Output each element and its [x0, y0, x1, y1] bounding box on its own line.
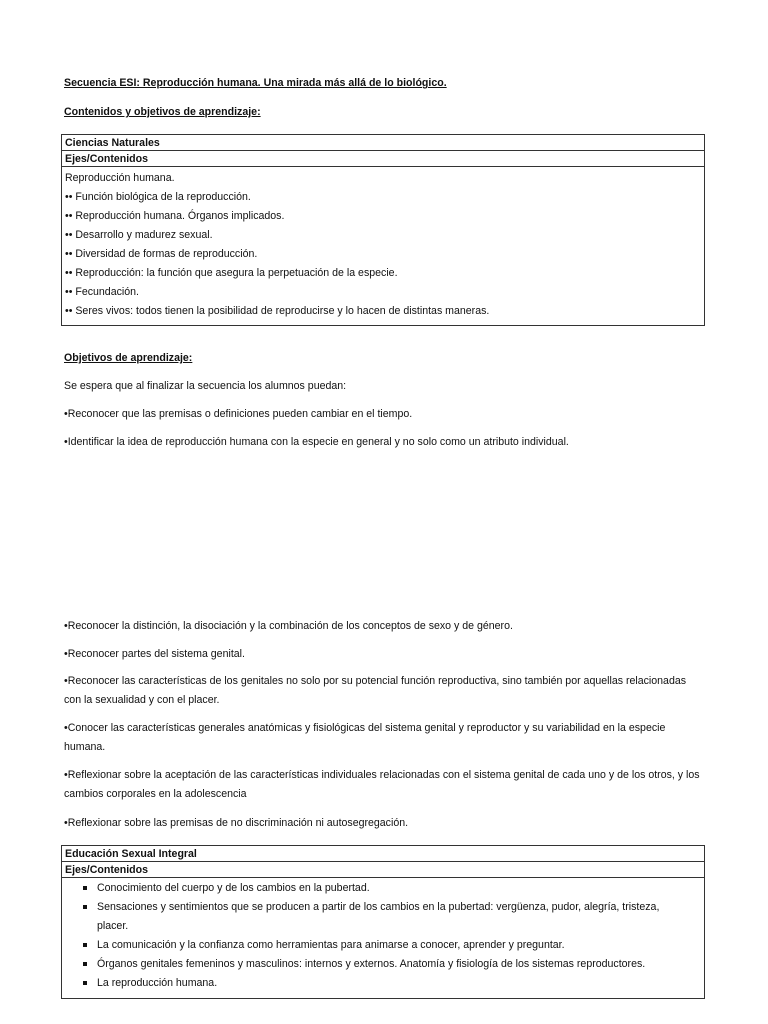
section-subtitle: Contenidos y objetivos de aprendizaje: [64, 106, 261, 118]
objectives-intro: Se espera que al finalizar la secuencia los alumnos puedan: [64, 380, 347, 392]
table-line: •• Fecundación. [65, 286, 139, 298]
list-item: Conocimiento del cuerpo y de los cambios en la pubertad. [62, 879, 701, 898]
objective-item: •Reconocer las características de los genitales no solo por su potencial función reproductiva, sino también por aquellas relacionadas con la sexualidad y con el placer. [64, 675, 687, 706]
objective-item: •Reconocer la distinción, la disociación y la combinación de los conceptos de sexo y de género. [64, 620, 513, 632]
table-esi [61, 845, 705, 999]
list-item: Órganos genitales femeninos y masculinos: internos y externos. Anatomía y fisiología de los sistemas reproductores. [62, 955, 701, 974]
table-header-area: Ciencias Naturales [62, 135, 704, 151]
table-header-axes: Ejes/Contenidos [62, 862, 704, 878]
objective-item: •Reconocer que las premisas o definiciones pueden cambiar en el tiempo. [64, 408, 413, 420]
table-line: •• Seres vivos: todos tienen la posibilidad de reproducirse y lo hacen de distintas maneras. [65, 305, 490, 317]
objectives-heading: Objetivos de aprendizaje: [64, 352, 193, 364]
table-line: •• Función biológica de la reproducción. [65, 191, 251, 203]
table-header-area: Educación Sexual Integral [62, 846, 704, 862]
document-title: Secuencia ESI: Reproducción humana. Una mirada más allá de lo biológico. [64, 77, 447, 89]
list-item: La reproducción humana. [62, 974, 701, 993]
objective-item: •Reconocer partes del sistema genital. [64, 648, 245, 660]
table-line: •• Diversidad de formas de reproducción. [65, 248, 258, 260]
table-ciencias-naturales [61, 134, 705, 326]
list-item: Sensaciones y sentimientos que se producen a partir de los cambios en la pubertad: vergüenza, pudor, alegría, tristeza, placer. [62, 898, 701, 936]
objective-item: •Identificar la idea de reproducción humana con la especie en general y no solo como un atributo individual. [64, 436, 569, 448]
table-header-axes: Ejes/Contenidos [62, 151, 704, 167]
objective-item: •Conocer las características generales anatómicas y fisiológicas del sistema genital y reproductor y su variabilidad en la especie humana. [64, 722, 666, 753]
table-line: •• Desarrollo y madurez sexual. [65, 229, 213, 241]
objective-item: •Reflexionar sobre las premisas de no discriminación ni autosegregación. [64, 817, 409, 829]
table-line: •• Reproducción humana. Órganos implicados. [65, 210, 285, 222]
objective-item: •Reflexionar sobre la aceptación de las características individuales relacionadas con el sistema genital de cada uno y de los otros, y los cambios corporales en la adolescencia [64, 769, 700, 800]
list-item: La comunicación y la confianza como herramientas para animarse a conocer, aprender y preguntar. [62, 936, 701, 955]
table-line: •• Reproducción: la función que asegura la perpetuación de la especie. [65, 267, 398, 279]
table-body [62, 167, 704, 325]
table-body [62, 878, 704, 998]
table-line: Reproducción humana. [65, 172, 175, 184]
